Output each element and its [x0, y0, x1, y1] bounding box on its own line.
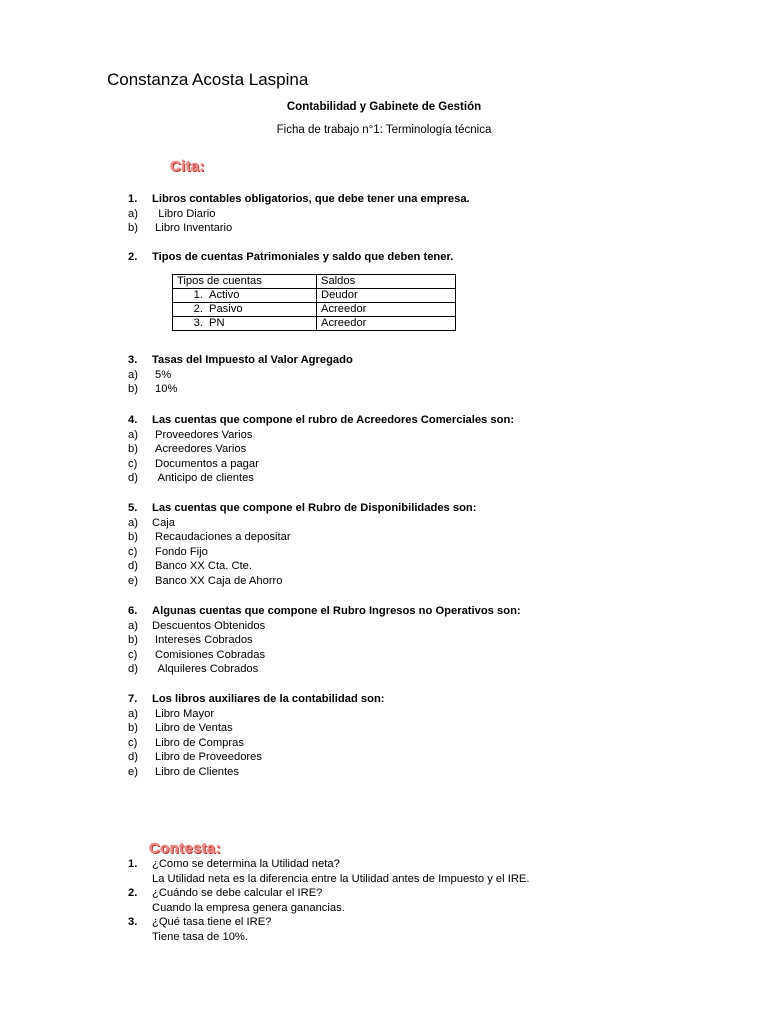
- list-item: Anticipo de clientes: [155, 472, 254, 485]
- item-mark: b): [128, 443, 138, 456]
- list-item: Comisiones Cobradas: [155, 648, 266, 661]
- table-header-row: [173, 275, 456, 289]
- answer-question: ¿Como se determina la Utilidad neta?: [152, 858, 340, 870]
- list-item: Fondo Fijo: [155, 545, 208, 558]
- answer-question: ¿Qué tasa tiene el IRE?: [152, 916, 272, 929]
- item-mark: c): [128, 648, 138, 661]
- item-mark: b): [128, 383, 138, 396]
- item-mark: e): [128, 765, 138, 778]
- column-header-balances: Saldos: [317, 275, 456, 289]
- balance-cell: Acreedor: [317, 303, 456, 317]
- question-4: [0, 413, 768, 486]
- list-item: Libro Diario: [152, 207, 216, 220]
- question-number: 2.: [128, 251, 138, 263]
- item-mark: a): [128, 707, 138, 720]
- worksheet-title: Ficha de trabajo n°1: Terminología técnica: [276, 124, 492, 136]
- question-text: Libros contables obligatorios, que debe tener una empresa.: [152, 193, 470, 205]
- account-name: Activo: [209, 289, 240, 301]
- list-item: Libro de Compras: [155, 736, 244, 749]
- list-item: Descuentos Obtenidos: [152, 619, 266, 632]
- question-5: [0, 501, 768, 589]
- question-number: 3.: [128, 354, 138, 366]
- item-mark: b): [128, 222, 138, 235]
- column-header-account-types: Tipos de cuentas: [173, 275, 317, 289]
- balance-cell: Deudor: [317, 289, 456, 303]
- account-name: PN: [209, 317, 225, 329]
- list-item: 5%: [155, 368, 172, 381]
- item-mark: a): [128, 516, 138, 529]
- answer-text: Tiene tasa de 10%.: [152, 930, 248, 943]
- account-name: Pasivo: [209, 303, 243, 315]
- answer-question: ¿Cuándo se debe calcular el IRE?: [152, 887, 323, 900]
- item-mark: d): [128, 751, 138, 764]
- question-number: 4.: [128, 414, 138, 426]
- item-mark: a): [128, 428, 138, 441]
- row-number: 3.: [193, 317, 203, 329]
- question-text: Algunas cuentas que compone el Rubro Ingresos no Operativos son:: [152, 605, 521, 617]
- balance-cell: Acreedor: [317, 317, 456, 331]
- list-item: Libro de Clientes: [155, 765, 239, 778]
- question-1: [0, 192, 768, 236]
- question-6: [0, 604, 768, 677]
- list-item: Acreedores Varios: [155, 443, 247, 456]
- table-row: [173, 289, 456, 303]
- list-item: Libro Mayor: [155, 707, 215, 720]
- item-mark: d): [128, 472, 138, 485]
- list-item: Banco XX Caja de Ahorro: [155, 574, 283, 587]
- question-text: Las cuentas que compone el Rubro de Disponibilidades son:: [152, 502, 477, 514]
- list-item: Alquileres Cobrados: [155, 663, 259, 676]
- subject-title: Contabilidad y Gabinete de Gestión: [286, 101, 482, 113]
- answers-list: [0, 857, 768, 945]
- item-mark: c): [128, 736, 138, 749]
- item-mark: d): [128, 663, 138, 676]
- item-mark: e): [128, 574, 138, 587]
- row-number: 2.: [193, 303, 203, 315]
- answer-text: Cuando la empresa genera ganancias.: [152, 901, 345, 914]
- table-row: [173, 317, 456, 331]
- question-3: [0, 353, 768, 397]
- question-number: 6.: [128, 605, 138, 617]
- question-number: 7.: [128, 693, 138, 705]
- section-heading-cita: Cita:: [170, 158, 205, 175]
- list-item: Libro de Ventas: [155, 722, 233, 735]
- item-mark: c): [128, 457, 138, 470]
- list-item: Documentos a pagar: [155, 457, 259, 470]
- list-item: Libro de Proveedores: [155, 751, 262, 764]
- list-item: Proveedores Varios: [155, 428, 253, 441]
- question-text: Tipos de cuentas Patrimoniales y saldo que deben tener.: [152, 251, 454, 263]
- question-2: [0, 250, 768, 265]
- item-mark: b): [128, 531, 138, 544]
- list-item: Caja: [152, 516, 176, 529]
- item-mark: a): [128, 368, 138, 381]
- item-mark: a): [128, 207, 138, 220]
- answer-number: 3.: [128, 916, 138, 929]
- question-number: 5.: [128, 502, 138, 514]
- table-row: [173, 303, 456, 317]
- answer-number: 2.: [128, 887, 138, 900]
- author-name: Constanza Acosta Laspina: [107, 70, 309, 89]
- question-7: [0, 692, 768, 780]
- answer-text: La Utilidad neta es la diferencia entre la Utilidad antes de Impuesto y el IRE.: [152, 872, 530, 885]
- question-text: Los libros auxiliares de la contabilidad son:: [152, 693, 385, 705]
- item-mark: d): [128, 560, 138, 573]
- item-mark: c): [128, 545, 138, 558]
- list-item: 10%: [155, 383, 178, 396]
- answer-number: 1.: [128, 858, 138, 870]
- list-item: Intereses Cobrados: [155, 634, 253, 647]
- list-item: Recaudaciones a depositar: [155, 531, 291, 544]
- accounts-table: [172, 274, 456, 331]
- item-mark: b): [128, 722, 138, 735]
- question-number: 1.: [128, 193, 138, 205]
- section-heading-contesta: Contesta:: [149, 840, 221, 857]
- question-text: Tasas del Impuesto al Valor Agregado: [152, 354, 353, 366]
- list-item: Banco XX Cta. Cte.: [155, 560, 253, 573]
- row-number: 1.: [193, 289, 203, 301]
- item-mark: b): [128, 634, 138, 647]
- item-mark: a): [128, 619, 138, 632]
- list-item: Libro Inventario: [152, 222, 233, 235]
- question-text: Las cuentas que compone el rubro de Acreedores Comerciales son:: [152, 414, 515, 426]
